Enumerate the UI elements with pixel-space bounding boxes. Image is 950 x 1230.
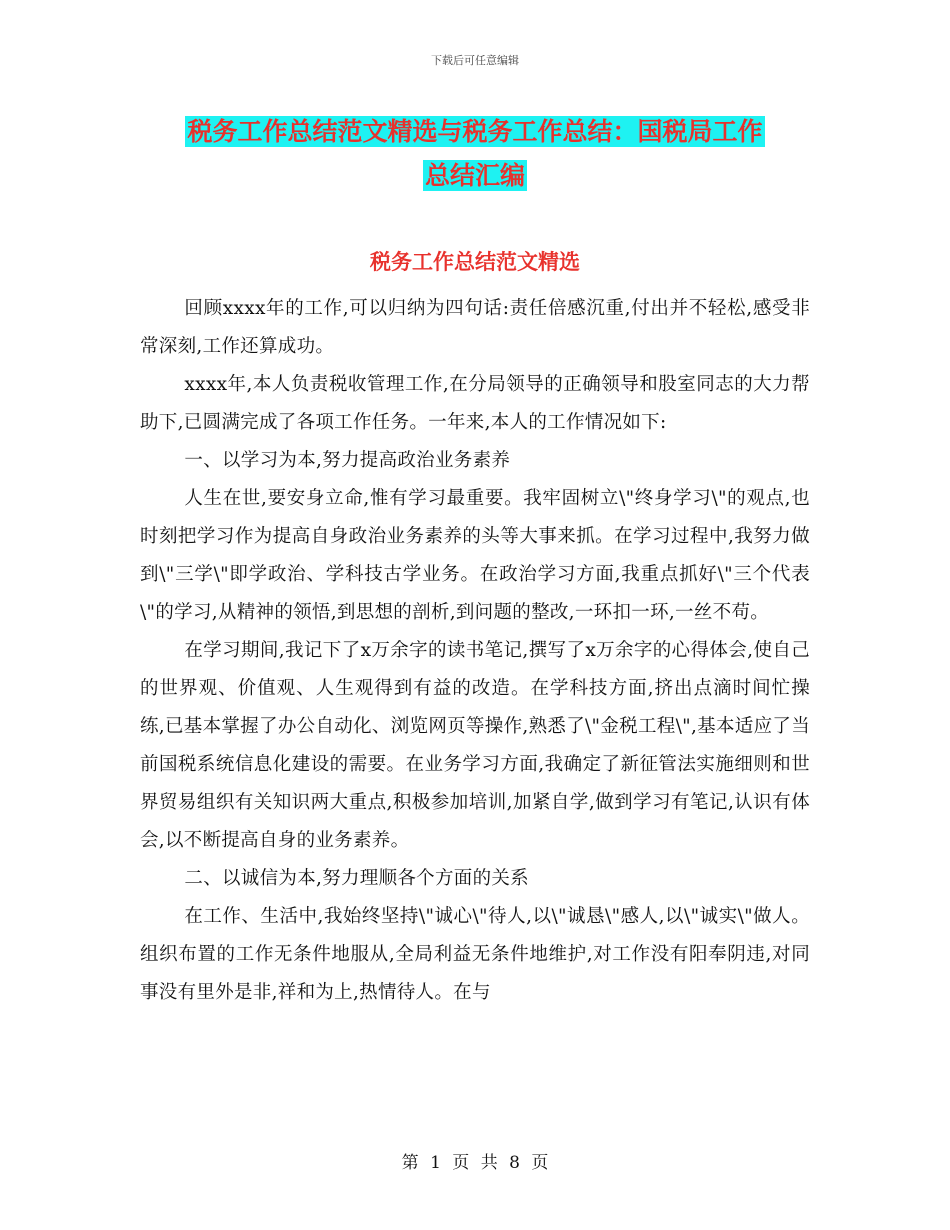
header-note: 下载后可任意编辑	[431, 54, 519, 67]
paragraph: xxxx年,本人负责税收管理工作,在分局领导的正确领导和股室同志的大力帮助下,已圆满完成了各项工作任务。一年来,本人的工作情况如下:	[140, 374, 810, 433]
document-title-line-2: 总结汇编	[424, 161, 525, 190]
paragraph: 在学习期间,我记下了x万余字的读书笔记,撰写了x万余字的心得体会,使自己的世界观、价值观、人生观得到有益的改造。在学科技方面,挤出点滴时间忙操练,已基本掌握了办公自动化、浏览网页等操作,熟悉了\"金税工程\",基本适应了当前国税系统信息化建设的需要。在业务学习方面,我确定了新征管法实施细则和世界贸易组织有关知识两大重点,积极参加培训,加紧自学,做到学习有笔记,认识有体会,以不断提高自身的业务素养。	[140, 640, 810, 851]
page-indicator: 第 1 页 共 8 页	[401, 1153, 549, 1173]
document-title	[150, 110, 800, 198]
paragraph: 人生在世,要安身立命,惟有学习最重要。我牢固树立\"终身学习\"的观点,也时刻把学习作为提高自身政治业务素养的头等大事来抓。在学习过程中,我努力做到\"三学\"即学政治、学科技古学业务。在政治学习方面,我重点抓好\"三个代表\"的学习,从精神的领悟,到思想的剖析,到问题的整改,一环扣一环,一丝不苟。	[140, 488, 810, 623]
paragraph-heading: 二、以诚信为本,努力理顺各个方面的关系	[184, 868, 529, 889]
paragraph-heading: 一、以学习为本,努力提高政治业务素养	[184, 450, 511, 471]
paragraph: 回顾xxxx年的工作,可以归纳为四句话:责任倍感沉重,付出并不轻松,感受非常深刻,工作还算成功。	[140, 298, 810, 357]
document-body	[140, 290, 810, 1012]
paragraph: 在工作、生活中,我始终坚持\"诚心\"待人,以\"诚恳\"感人,以\"诚实\"做人。组织布置的工作无条件地服从,全局利益无条件地维护,对工作没有阳奉阴违,对同事没有里外是非,祥和为上,热情待人。在与	[140, 906, 810, 1003]
document-title-line-1: 税务工作总结范文精选与税务工作总结：国税局工作	[187, 117, 763, 146]
section-title: 税务工作总结范文精选	[370, 250, 580, 274]
